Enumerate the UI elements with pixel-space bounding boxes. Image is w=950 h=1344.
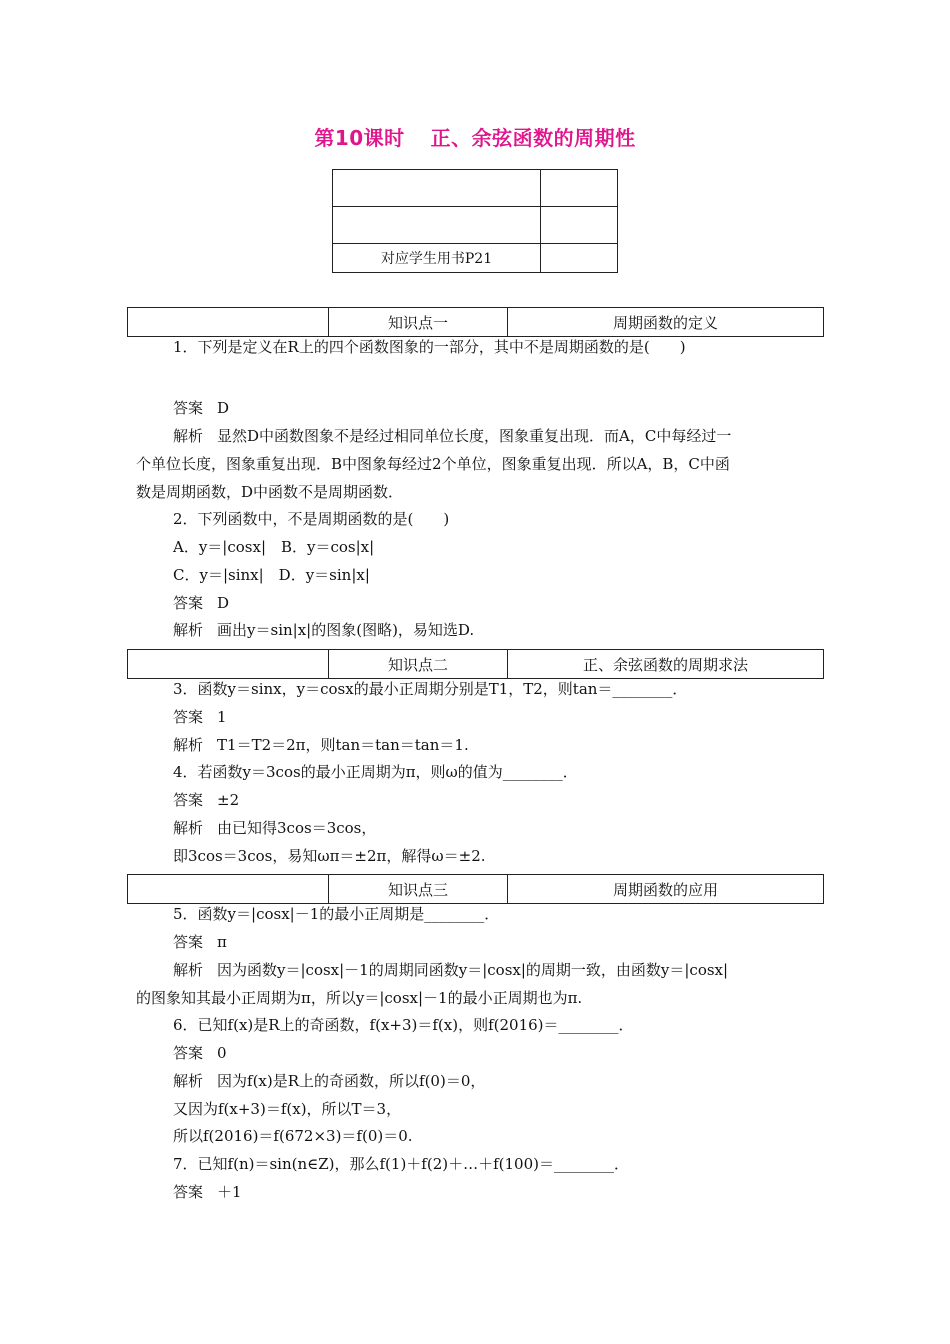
analysis-2 (173, 620, 474, 640)
analysis-text: 显然D中函数图象不是经过相同单位长度，图象重复出现．而A，C中每经过一 (217, 427, 732, 445)
answer-label: 答案 (173, 933, 204, 951)
analysis-text: 因为函数y＝|cosx|－1的周期同函数y＝|cosx|的周期一致，由函数y＝|cosx| (217, 961, 729, 979)
study-book-reference-table (332, 169, 618, 273)
question-1: 1．下列是定义在R上的四个函数图象的一部分，其中不是周期函数的是( ) (173, 338, 686, 356)
answer-value: ＋1 (217, 1183, 242, 1201)
analysis-1-line-3: 数是周期函数，D中函数不是周期函数． (136, 483, 404, 501)
analysis-6-line-3: 所以f(2016)＝f(672×3)＝f(0)＝0. (173, 1127, 413, 1145)
analysis-label: 解析 (173, 819, 204, 837)
section-name: 周期函数的应用 (508, 875, 824, 904)
answer-label: 答案 (173, 594, 204, 612)
section-number: 知识点一 (329, 308, 508, 337)
answer-5 (173, 932, 227, 952)
answer-value: D (217, 399, 230, 417)
answer-value: 0 (217, 1044, 227, 1062)
question-2: 2．下列函数中，不是周期函数的是( ) (173, 510, 450, 528)
section-header-2 (127, 649, 824, 679)
analysis-label: 解析 (173, 961, 204, 979)
analysis-5-line-2: 的图象知其最小正周期为π，所以y＝|cosx|－1的最小正周期也为π. (136, 989, 583, 1007)
study-book-page-ref: 对应学生用书P21 (333, 244, 541, 273)
answer-label: 答案 (173, 791, 204, 809)
question-5: 5．函数y＝|cosx|－1的最小正周期是________． (173, 905, 500, 923)
question-2-options-cd: C．y＝|sinx| D．y＝sin|x| (173, 566, 370, 584)
analysis-label: 解析 (173, 1072, 204, 1090)
analysis-6-line-2: 又因为f(x+3)＝f(x)，所以T＝3， (173, 1100, 402, 1118)
analysis-3 (173, 735, 469, 755)
answer-1 (173, 398, 229, 418)
question-6: 6．已知f(x)是R上的奇函数，f(x+3)＝f(x)，则f(2016)＝________． (173, 1016, 634, 1034)
analysis-label: 解析 (173, 427, 204, 445)
analysis-text: 画出y＝sin|x|的图象(图略)，易知选D. (217, 621, 475, 639)
page-title (0, 122, 950, 151)
answer-value: D (217, 594, 230, 612)
analysis-4 (173, 818, 376, 838)
section-name: 正、余弦函数的周期求法 (508, 650, 824, 679)
analysis-text: 由已知得3cos＝3cos， (217, 819, 377, 837)
section-number: 知识点三 (329, 875, 508, 904)
question-4: 4．若函数y＝3cos的最小正周期为π，则ω的值为________． (173, 763, 578, 781)
answer-3 (173, 707, 227, 727)
answer-6 (173, 1043, 227, 1063)
analysis-4-line-2: 即3cos＝3cos，易知ωπ＝±2π，解得ω＝±2. (173, 847, 486, 865)
answer-value: 1 (217, 708, 227, 726)
section-number: 知识点二 (329, 650, 508, 679)
analysis-text: T1＝T2＝2π，则tan＝tan＝tan＝1. (217, 736, 469, 754)
analysis-label: 解析 (173, 621, 204, 639)
question-7: 7．已知f(n)＝sin(n∈Z)，那么f(1)＋f(2)＋…＋f(100)＝________． (173, 1155, 629, 1173)
question-3: 3．函数y＝sinx，y＝cosx的最小正周期分别是T1，T2，则tan＝________． (173, 680, 688, 698)
analysis-text: 因为f(x)是R上的奇函数，所以f(0)＝0， (217, 1072, 486, 1090)
lesson-number: 第10课时 (314, 126, 405, 150)
section-name: 周期函数的定义 (508, 308, 824, 337)
answer-7 (173, 1182, 242, 1202)
answer-2 (173, 593, 229, 613)
question-2-options-ab: A．y＝|cosx| B．y＝cos|x| (173, 538, 375, 556)
analysis-label: 解析 (173, 736, 204, 754)
analysis-1-line-2: 个单位长度，图象重复出现．B中图象每经过2个单位，图象重复出现．所以A，B，C中函 (136, 455, 730, 473)
analysis-1 (173, 426, 731, 446)
section-header-3 (127, 874, 824, 904)
analysis-6 (173, 1071, 485, 1091)
answer-label: 答案 (173, 399, 204, 417)
lesson-topic: 正、余弦函数的周期性 (430, 126, 636, 150)
answer-4 (173, 790, 239, 810)
analysis-5 (173, 960, 728, 980)
answer-label: 答案 (173, 1044, 204, 1062)
answer-label: 答案 (173, 708, 204, 726)
section-header-1 (127, 307, 824, 337)
answer-value: π (217, 933, 227, 951)
answer-value: ±2 (217, 791, 240, 809)
answer-label: 答案 (173, 1183, 204, 1201)
